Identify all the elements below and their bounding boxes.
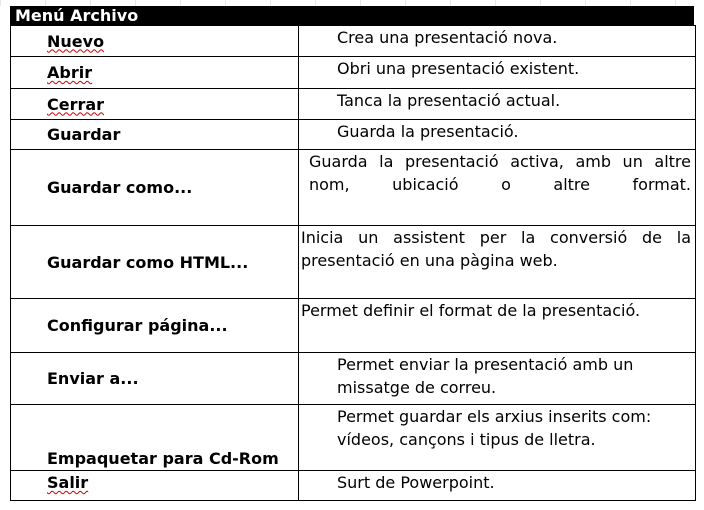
command-cell: Empaquetar para Cd-Rom xyxy=(11,405,299,471)
command-label: Configurar página... xyxy=(47,316,228,335)
description-cell: Permet guardar els arxius inserits com: vídeos, cançons i tipus de lletra. xyxy=(299,405,696,471)
table-title: Menú Archivo xyxy=(10,6,694,25)
table-row xyxy=(11,150,696,226)
description-cell: Guarda la presentació activa, amb un altre nom, ubicació o altre format. xyxy=(299,150,696,226)
table-row xyxy=(11,226,696,299)
menu-archivo-table xyxy=(10,25,696,501)
description-cell: Tanca la presentació actual. xyxy=(299,89,696,120)
table-row xyxy=(11,26,696,57)
description-cell: Permet definir el format de la presentació. xyxy=(299,299,696,353)
table-row xyxy=(11,299,696,353)
command-cell: Guardar como... xyxy=(11,150,299,226)
command-cell xyxy=(11,299,299,353)
table-row xyxy=(11,57,696,89)
command-cell: Salir xyxy=(11,471,299,501)
description-cell: Surt de Powerpoint. xyxy=(299,471,696,501)
description-cell: Obri una presentació existent. xyxy=(299,57,696,89)
table-row xyxy=(11,353,696,405)
command-cell: Nuevo xyxy=(11,26,299,57)
table-row xyxy=(11,89,696,120)
command-cell: Enviar a... xyxy=(11,353,299,405)
command-cell: Abrir xyxy=(11,57,299,89)
description-cell: Guarda la presentació. xyxy=(299,120,696,150)
command-cell: Guardar como HTML... xyxy=(11,226,299,299)
table-row xyxy=(11,471,696,501)
description-cell: Permet enviar la presentació amb un missatge de correu. xyxy=(299,353,696,405)
description-cell: Crea una presentació nova. xyxy=(299,26,696,57)
table-row xyxy=(11,405,696,471)
command-cell: Guardar xyxy=(11,120,299,150)
table-row xyxy=(11,120,696,150)
description-cell: Inicia un assistent per la conversió de la presentació en una pàgina web. xyxy=(299,226,696,299)
command-cell: Cerrar xyxy=(11,89,299,120)
